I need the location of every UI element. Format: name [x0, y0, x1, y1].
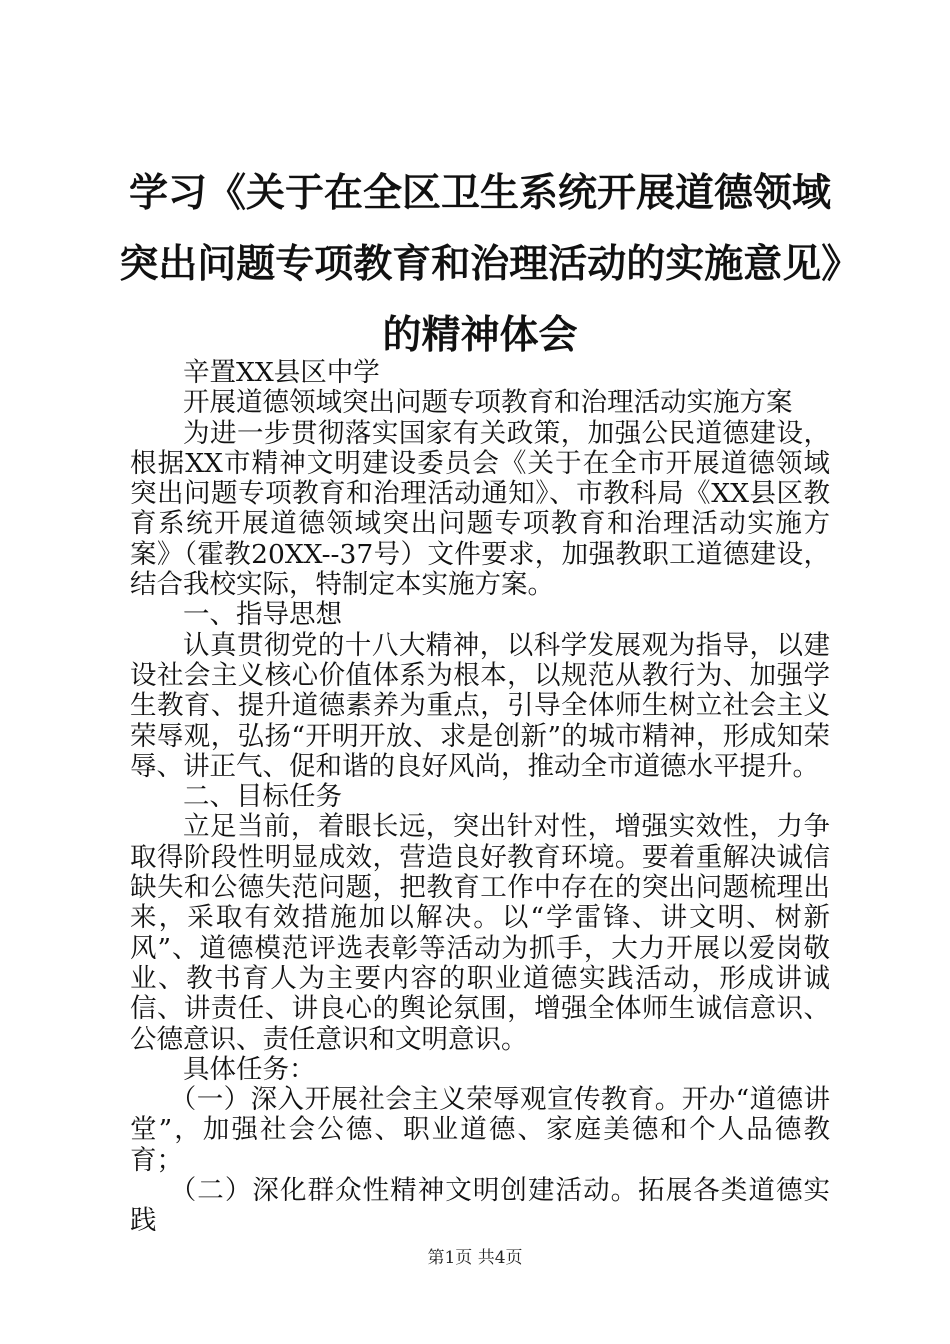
document-title: 学习《关于在全区卫生系统开展道德领域突出问题专项教育和治理活动的实施意见》的精神体会 — [119, 170, 841, 358]
paragraph-specific-tasks: 具体任务： — [183, 1053, 316, 1085]
paragraph-intro: 为进一步贯彻落实国家有关政策，加强公民道德建设，根据XX市精神文明建设委员会《关于在全市开展道德领域突出问题专项教育和治理活动通知》、市教科局《XX县区教育系统开展道德领域突出问题专项教育和治理活动实施方案》（霍教20XX--37号）文件要求，加强教职工道德建设，结合我校实际，特制定本实施方案。 — [130, 417, 830, 601]
paragraph-school: 辛置XX县区中学 — [183, 357, 380, 388]
paragraph-task-2: （二）深化群众性精神文明创建活动。拓展各类道德实践 — [130, 1175, 830, 1237]
page-footer: 第1页 共4页 — [427, 1248, 523, 1268]
paragraph-guiding-thought: 认真贯彻党的十八大精神，以科学发展观为指导，以建设社会主义核心价值体系为根本，以规范从教行为、加强学生教育、提升道德素养为重点，引导全体师生树立社会主义荣辱观，弘扬“开明开放、求是创新”的城市精神，形成知荣辱、讲正气、促和谐的良好风尚，推动全市道德水平提升。 — [130, 629, 830, 782]
section-heading-guiding-thought: 一、指导思想 — [183, 599, 342, 631]
document-body — [130, 358, 830, 1237]
paragraph-task-1: （一）深入开展社会主义荣辱观宣传教育。开办“道德讲堂”，加强社会公德、职业道德、家庭美德和个人品德教育； — [130, 1084, 830, 1176]
section-heading-goals: 二、目标任务 — [183, 781, 342, 813]
paragraph-goals: 立足当前，着眼长远，突出针对性，增强实效性，力争取得阶段性明显成效，营造良好教育环境。要着重解决诚信缺失和公德失范问题，把教育工作中存在的突出问题梳理出来，采取有效措施加以解决。以“学雷锋、讲文明、树新风”、道德模范评选表彰等活动为抓手，大力开展以爱岗敬业、教书育人为主要内容的职业道德实践活动，形成讲诚信、讲责任、讲良心的舆论氛围，增强全体师生诚信意识、公德意识、责任意识和文明意识。 — [130, 811, 830, 1055]
paragraph-plan-title: 开展道德领域突出问题专项教育和治理活动实施方案 — [183, 387, 793, 419]
